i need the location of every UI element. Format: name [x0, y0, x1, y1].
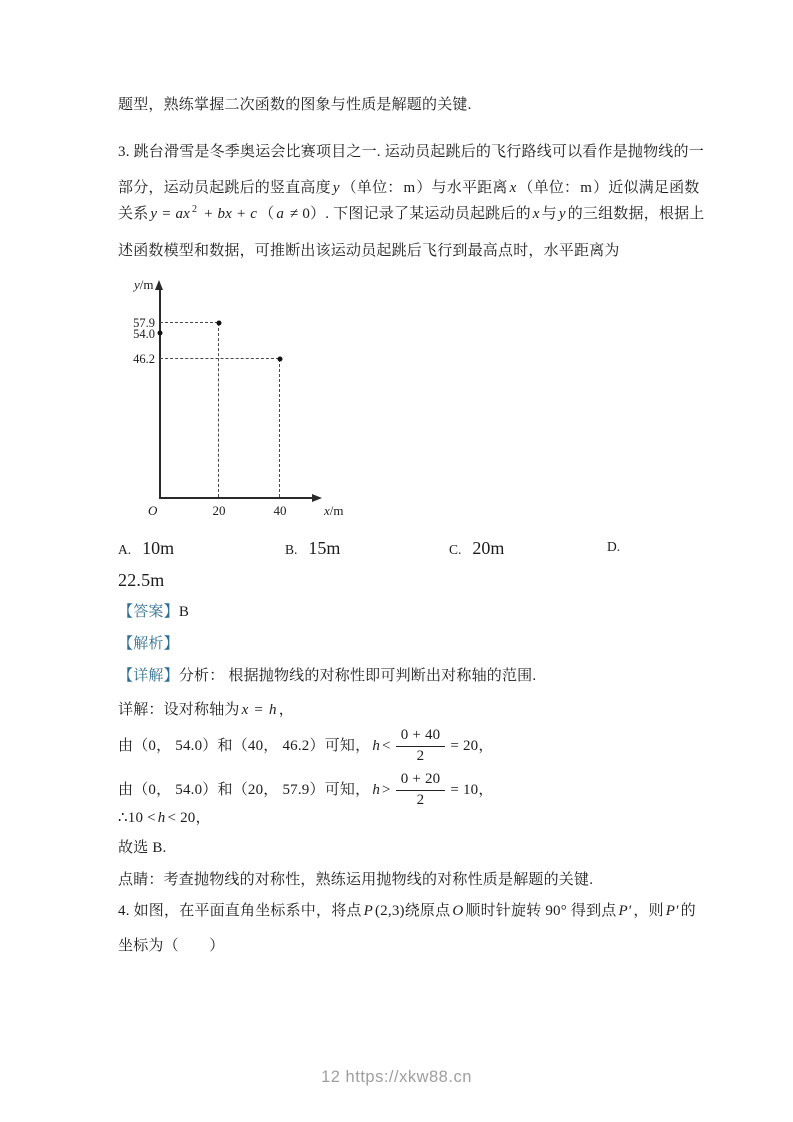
option-b: [285, 538, 340, 559]
fraction-denominator: 2: [416, 747, 425, 764]
q3-l3-seg7: ）. 下图记录了某运动员起跳后的: [310, 206, 531, 222]
detail-l5-b: < 20: [167, 810, 196, 826]
option-d: [607, 538, 631, 556]
x-tick-40: 40: [273, 503, 287, 518]
q3-l2-seg0: 部分，运动员起跳后的竖直高度: [118, 180, 331, 196]
fraction-0-40-over-2: [396, 727, 446, 765]
option-c: [449, 538, 504, 559]
detail-l4-tail: ，: [478, 781, 494, 798]
x-axis-arrow-icon: [312, 494, 322, 502]
q3-l2-seg6: （单位：: [518, 180, 580, 196]
math-var-a: a: [276, 206, 285, 222]
q4-l1-seg0: 4. 如图，在平面直角坐标系中，将点: [118, 903, 362, 919]
q3-l3-seg9: 与: [541, 206, 557, 222]
option-c-label: C.: [449, 542, 462, 557]
q3-l3-seg0: 关系: [118, 206, 149, 222]
detail-line-1: [118, 666, 536, 687]
detail-l3-tail: ，: [478, 737, 494, 754]
unit-m-2: m: [580, 180, 593, 196]
q3-l3-seg4: （: [259, 206, 275, 222]
q3-stem-line-2: [118, 178, 700, 199]
detail-line-5: [118, 808, 211, 829]
option-d-value-overflow: [118, 570, 165, 591]
y-value-label-46-2: 46.2: [133, 352, 155, 366]
option-b-value: 15m: [308, 538, 341, 558]
analysis-tag: 【解析】: [118, 636, 179, 652]
conclusion-text: 故选 B.: [118, 840, 167, 856]
data-point-0-54-0: [158, 331, 163, 336]
detail-l5-a: 10 <: [127, 810, 156, 826]
page-footer: [0, 1068, 793, 1087]
q4-l1-seg7: ，则: [633, 903, 664, 919]
x-tick-20: 20: [212, 503, 226, 518]
q4-stem-line-2: [118, 936, 224, 957]
q4-l1-seg3: 绕原点: [404, 903, 451, 919]
q3-stem-line-3: [118, 204, 705, 225]
dashed-guide-v-40: [279, 359, 280, 497]
math-exponent: 2: [192, 204, 198, 215]
math-quadratic: y = ax: [150, 206, 191, 222]
detail-line-6: [118, 838, 167, 859]
math-var-x3: x: [241, 702, 249, 718]
math-var-y2: y: [558, 206, 566, 222]
fraction-0-20-over-2: [396, 771, 446, 809]
data-point-40-46-2: [278, 357, 283, 362]
q3-options-row: [118, 538, 678, 562]
q3-figure: [120, 278, 360, 530]
option-c-value: 20m: [472, 538, 505, 558]
detail-l3-rel: <: [382, 737, 391, 754]
detail-l5-tail: ，: [195, 810, 211, 826]
math-quadratic-rest: + bx + c: [199, 206, 258, 222]
detail-analysis-text: 分析： 根据抛物线的对称性即可判断出对称轴的范围.: [178, 668, 537, 684]
q4-l1-seg5: 顺时针旋转 90° 得到点: [465, 903, 617, 919]
detail-l2-pre: 详解：设对称轴为: [118, 702, 240, 718]
fraction-numerator: 0 + 40: [396, 727, 446, 746]
detail-line-3: [118, 722, 494, 770]
detail-l2-eq: =: [250, 702, 268, 718]
math-var-y: y: [332, 180, 340, 196]
x-axis: [159, 497, 313, 499]
detail-line-4: [118, 766, 494, 814]
answer-line: [118, 602, 189, 623]
q3-l2-seg2: （单位：: [341, 180, 403, 196]
q3-stem-text-4: 述函数模型和数据，可推断出该运动员起跳后飞行到最高点时，水平距离为: [118, 243, 620, 259]
math-var-h: h: [269, 702, 277, 718]
math-var-P-prime: P′: [618, 903, 632, 919]
fraction-denominator-2: 2: [416, 791, 425, 808]
q4-l1-seg9: 的: [680, 903, 696, 919]
analysis-line: [118, 634, 179, 655]
detail-l3-pre: 由（0， 54.0）和（40， 46.2）可知，: [118, 737, 371, 754]
q3-l2-seg8: ）近似满足函数: [593, 180, 700, 196]
option-a-value: 10m: [142, 538, 175, 558]
q3-l2-seg4: ）与水平距离: [416, 180, 508, 196]
q3-l3-seg11: 的三组数据，根据上: [567, 206, 705, 222]
q3-stem-line-4: [118, 241, 620, 262]
y-value-label-57-9: 57.9: [133, 316, 155, 330]
unit-m-1: m: [403, 180, 416, 196]
q3-l3-seg6: ≠ 0: [286, 206, 311, 222]
math-var-x2: x: [532, 206, 540, 222]
math-var-h3: h: [372, 781, 381, 798]
math-var-h4: h: [157, 810, 166, 826]
x-axis-label: x/m: [324, 503, 344, 518]
math-var-x: x: [509, 180, 517, 196]
remark-text: 点睛：考查抛物线的对称性，熟练运用抛物线的对称性质是解题的关键.: [118, 872, 594, 888]
detail-line-2: [118, 700, 294, 721]
fraction-numerator-2: 0 + 20: [396, 771, 446, 790]
option-d-label: D.: [607, 539, 621, 554]
math-var-P-prime-2: P′: [665, 903, 679, 919]
detail-l3-post: = 20: [450, 737, 479, 754]
point-coords: (2,3): [374, 903, 405, 919]
detail-tag: 【详解】: [118, 668, 179, 684]
y-axis-label: y/m: [134, 277, 154, 292]
answer-tag: 【答案】: [118, 604, 179, 620]
dashed-guide-h-57-9: [160, 322, 218, 323]
q3-stem-text-1: 3. 跳台滑雪是冬季奥运会比赛项目之一. 运动员起跳后的飞行路线可以看作是抛物线的一: [118, 144, 704, 160]
detail-l4-pre: 由（0， 54.0）和（20， 57.9）可知，: [118, 781, 371, 798]
math-var-P: P: [363, 903, 373, 919]
y-axis-arrow-icon: [155, 280, 163, 290]
dashed-guide-v-20: [218, 323, 219, 497]
option-b-label: B.: [285, 542, 298, 557]
footer-page-url: 12 https://xkw88.cn: [321, 1068, 472, 1086]
intro-text: 题型，熟练掌握二次函数的图象与性质是解题的关键.: [118, 97, 472, 113]
math-var-O: O: [452, 903, 464, 919]
detail-l2-tail: ，: [278, 702, 294, 718]
math-var-h2: h: [372, 737, 381, 754]
data-point-20-57-9: [217, 321, 222, 326]
detail-line-7: [118, 870, 593, 891]
detail-l4-rel: >: [382, 781, 391, 798]
q4-l2-text: 坐标为（ ）: [118, 938, 225, 954]
y-value-label-54-0: 54.0: [133, 326, 155, 341]
therefore-symbol: ∴: [118, 810, 128, 826]
option-a-label: A.: [118, 542, 132, 557]
q4-stem-line-1: [118, 901, 696, 922]
intro-line: [118, 95, 472, 116]
detail-l4-post: = 10: [450, 781, 479, 798]
q3-stem-line-1: [118, 142, 704, 163]
option-a: [118, 538, 174, 559]
origin-label: O: [148, 503, 158, 518]
dashed-guide-h-46-2: [160, 358, 279, 359]
answer-value: B: [178, 604, 190, 620]
option-d-value: 22.5m: [118, 570, 165, 590]
